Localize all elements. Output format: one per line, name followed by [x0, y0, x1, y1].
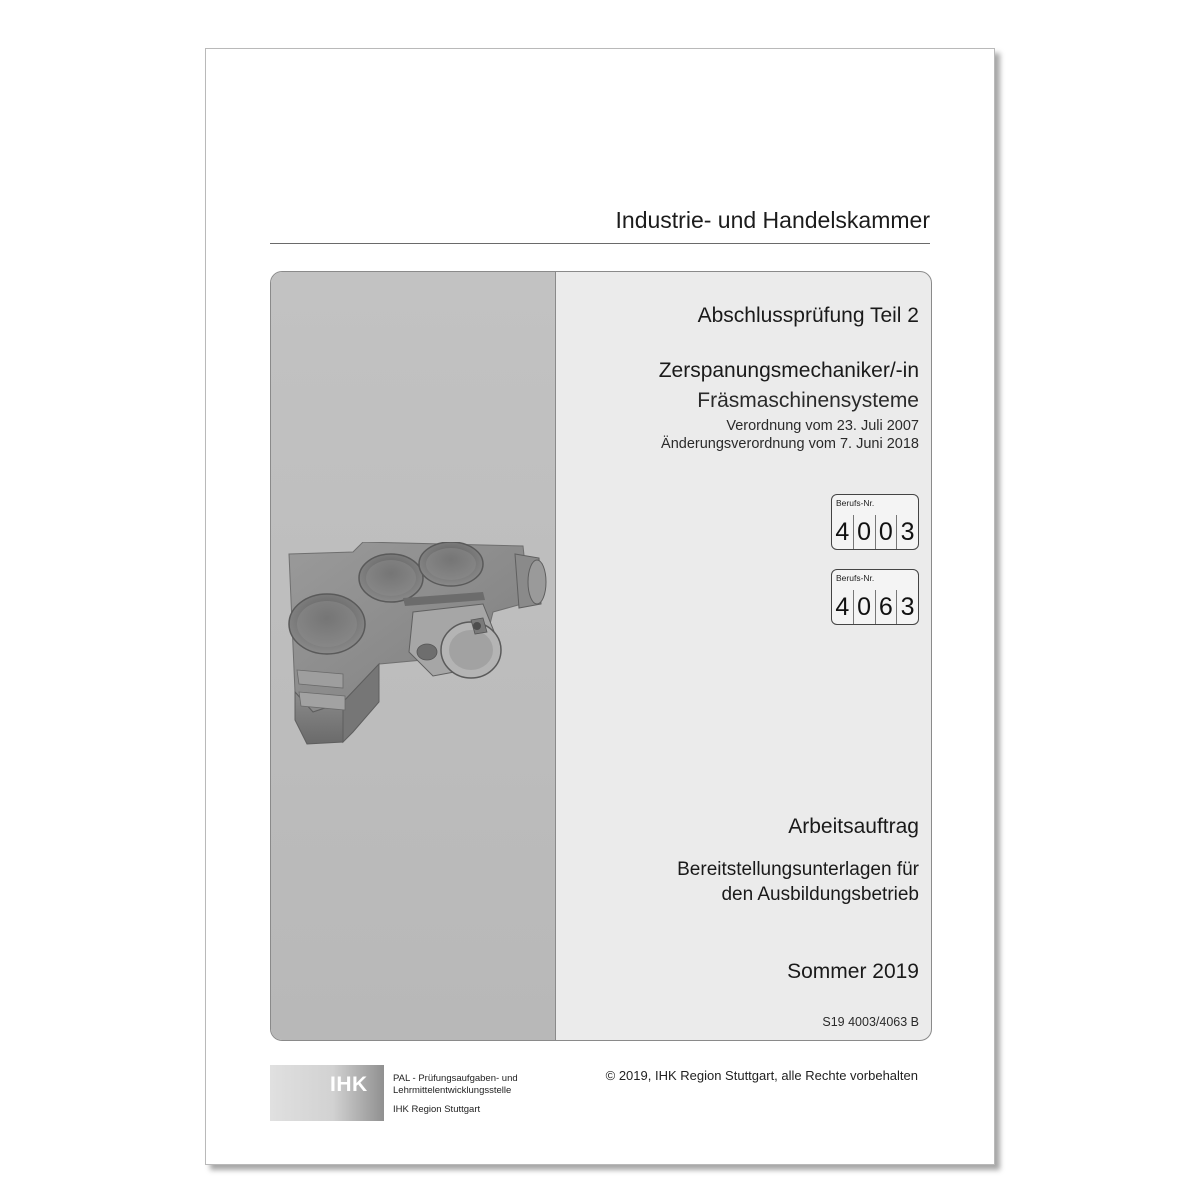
berufs-digit: 0	[875, 515, 897, 549]
institution-name: Industrie- und Handelskammer	[615, 207, 930, 233]
berufs-label: Berufs-Nr.	[836, 498, 875, 508]
berufs-digit: 0	[853, 515, 875, 549]
berufs-digits	[832, 590, 918, 624]
regulation-line-2: Änderungsverordnung vom 7. Juni 2018	[661, 436, 919, 452]
subtitle-line-2: den Ausbildungsbetrieb	[721, 884, 919, 905]
exam-title: Abschlussprüfung Teil 2	[697, 304, 919, 327]
berufs-digits	[832, 515, 918, 549]
ihk-pal-logo	[270, 1065, 590, 1123]
berufs-digit: 0	[853, 590, 875, 624]
subtitle-line-1: Bereitstellungsunterlagen für	[677, 859, 919, 880]
text-column	[557, 272, 931, 1040]
berufs-digit: 4	[835, 593, 850, 621]
ihk-logo-text: IHK	[330, 1073, 368, 1096]
copyright-notice: © 2019, IHK Region Stuttgart, alle Rechte vorbehalten	[605, 1068, 918, 1083]
pal-line-1: PAL - Prüfungsaufgaben- und	[393, 1073, 518, 1084]
berufs-label: Berufs-Nr.	[836, 573, 875, 583]
ihk-logo-box	[270, 1065, 384, 1121]
regulation-line-1: Verordnung vom 23. Juli 2007	[726, 418, 919, 434]
header-divider	[270, 243, 930, 244]
berufs-digit: 4	[835, 518, 850, 546]
occupation-title: Zerspanungsmechaniker/-in	[658, 359, 919, 382]
task-title: Arbeitsauftrag	[788, 815, 919, 838]
cover-panel	[270, 271, 932, 1041]
milled-workpiece-photo	[283, 542, 553, 752]
berufs-number-box-2	[831, 569, 919, 625]
berufs-digit: 3	[896, 515, 918, 549]
document-sheet	[205, 48, 995, 1165]
berufs-number-box-1	[831, 494, 919, 550]
pal-line-2: Lehrmittelentwicklungsstelle	[393, 1085, 512, 1096]
berufs-digit: 3	[896, 590, 918, 624]
specialization: Fräsmaschinensysteme	[697, 389, 919, 412]
berufs-digit: 6	[875, 590, 897, 624]
exam-season: Sommer 2019	[787, 960, 919, 983]
document-code: S19 4003/4063 B	[822, 1015, 919, 1029]
pal-line-3: IHK Region Stuttgart	[393, 1104, 481, 1115]
image-column	[271, 272, 556, 1040]
